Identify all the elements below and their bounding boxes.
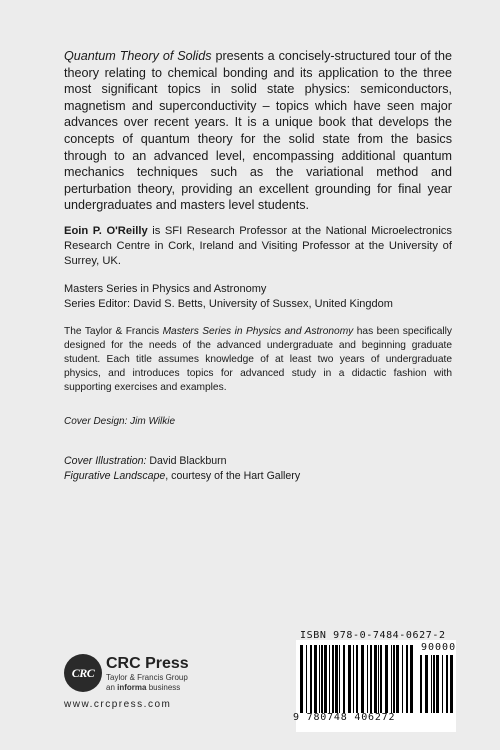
price-code: 90000 (421, 642, 457, 653)
crc-logo-icon: CRC (64, 654, 102, 692)
series-name: Masters Series in Physics and Astronomy (64, 283, 267, 295)
series-description (64, 325, 452, 395)
barcode-bar (370, 645, 372, 713)
barcode-bar (406, 645, 408, 713)
series-editor: Series Editor: David S. Betts, University of Sussex, United Kingdom (64, 298, 393, 310)
barcode-bar (374, 645, 377, 713)
barcode-bar (380, 645, 382, 713)
author-bio (64, 224, 452, 269)
series-desc-pre: The Taylor & Francis (64, 326, 163, 337)
publisher-block (106, 655, 189, 693)
barcode-bar (339, 645, 340, 713)
barcode-bar (353, 645, 354, 713)
barcode-bar (431, 655, 432, 713)
author-name: Eoin P. O'Reilly (64, 225, 148, 237)
series-desc-italic: Masters Series in Physics and Astronomy (162, 326, 354, 337)
barcode-bar (396, 645, 399, 713)
business-post: business (146, 683, 181, 692)
illustration-label: Cover Illustration: (64, 455, 147, 467)
barcode-bar (446, 655, 448, 713)
business-pre: an (106, 683, 118, 692)
barcode-bar (425, 655, 428, 713)
book-description (64, 48, 452, 214)
series-desc-post: has been specifically designed for the needs of the advanced undergraduate and beginning graduate student. Each title assumes knowledge of at least two years of undergraduate physics, and introduces topics for advanced study in a didactic fashion with supporting exercises and examples. (64, 326, 452, 393)
publisher-name: CRC Press (106, 655, 189, 672)
barcode-bar (433, 655, 435, 713)
barcode-bar (385, 645, 388, 713)
isbn-text: ISBN 978-0-7484-0627-2 (300, 630, 446, 641)
illustration-title: Figurative Landscape (64, 469, 166, 482)
barcode-bar (450, 655, 453, 713)
barcode-bar (378, 645, 379, 713)
barcode-bar (310, 645, 312, 713)
barcode-bar (410, 645, 413, 713)
barcode-bar (442, 655, 443, 713)
barcode-bar (306, 645, 307, 713)
series-info (64, 282, 452, 312)
barcode-bar (402, 645, 403, 713)
barcode-bar (319, 645, 320, 713)
barcode-bar (343, 645, 345, 713)
barcode-bar (348, 645, 351, 713)
business-bold: informa (117, 683, 147, 692)
barcode-main-icon (300, 645, 415, 713)
barcode-bar (356, 645, 358, 713)
barcode-bar (361, 645, 364, 713)
publisher-business (106, 683, 189, 693)
barcode-bar (367, 645, 368, 713)
publisher-group: Taylor & Francis Group (106, 673, 188, 682)
barcode-bar (391, 645, 392, 713)
illustration-artist: David Blackburn (146, 455, 227, 467)
barcode-bar (335, 645, 338, 713)
barcode-bar (332, 645, 334, 713)
cover-illustration-credit (64, 454, 300, 483)
barcode-bar (329, 645, 330, 713)
publisher-url[interactable]: www.crcpress.com (64, 699, 172, 710)
barcode-bar (314, 645, 317, 713)
author-bio-text: is SFI Research Professor at the National Microelectronics Research Centre in Cork, Ireland and Visiting Professor at the University of Surrey, UK. (64, 225, 452, 267)
barcode-bar (324, 645, 327, 713)
barcode-bar (393, 645, 395, 713)
barcode-addon-icon (420, 655, 454, 713)
description-text: presents a concisely-structured tour of the theory relating to chemical bonding and its application to the three most significant topics in solid state physics: semiconductors, magnetism and superconductivity – topics which have seen major advances over recent years. It is a unique book that develops the concepts of quantum theory for the solid state from the basics through to an advanced level, encompassing additional quantum mechanics techniques such as the variational method and perturbation theory, providing an excellent grounding for final year undergraduates and masters level students. (64, 49, 452, 213)
illustration-source: , courtesy of the Hart Gallery (165, 469, 301, 482)
barcode-bar (300, 645, 303, 713)
ean-digits: 9 780748 406272 (293, 712, 396, 723)
cover-design-credit: Cover Design: Jim Wilkie (64, 416, 176, 427)
barcode-bar (420, 655, 422, 713)
barcode-bar (436, 655, 439, 713)
book-title: Quantum Theory of Solids (64, 49, 212, 63)
barcode-bar (321, 645, 323, 713)
